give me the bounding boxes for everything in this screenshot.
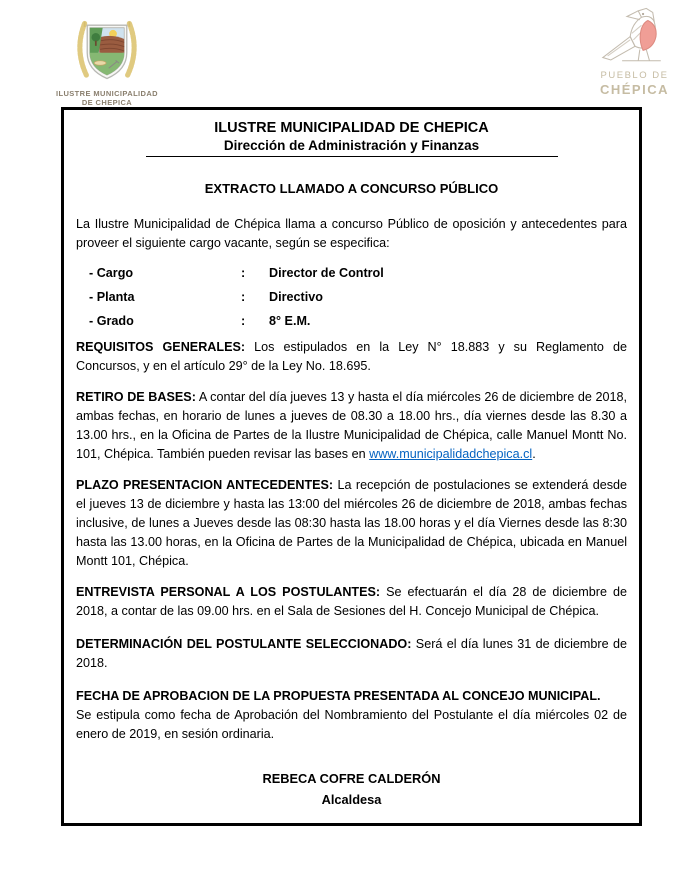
section-label: REQUISITOS GENERALES: bbox=[76, 340, 246, 354]
position-colon: : bbox=[241, 266, 246, 280]
header-divider bbox=[146, 156, 558, 157]
position-row-grado bbox=[76, 314, 627, 328]
section-text: Será el día lunes 31 de diciembre de 2018. bbox=[76, 637, 628, 670]
position-label: - Grado bbox=[89, 314, 134, 328]
document-box bbox=[61, 107, 642, 826]
bird-icon bbox=[594, 6, 676, 64]
position-value: Director de Control bbox=[269, 266, 384, 280]
municipal-crest-logo bbox=[42, 20, 172, 107]
section-text: La recepción de postulaciones se extenderá desde el jueves 13 de diciembre y hasta las 13:00 del miércoles 26 de diciembre de 2018, ambas fechas inclusive, de lunes a Jueves desde las 08:30 hasta las 18.00 horas y el día Viernes desde las 8:30 hasta las 13.00 horas, en la Oficina de Partes de la Municipalidad de Chépica, ubicada en Manuel Montt 101, Chépica. bbox=[76, 478, 628, 568]
right-logo-caption-line1: PUEBLO DE bbox=[600, 70, 669, 81]
section-text: Se efectuarán el día 28 de diciembre de 2018, a contar de las 09.00 hrs. en el Sala de Sesiones del H. Concejo Municipal de Chépica. bbox=[76, 585, 628, 618]
position-list bbox=[76, 266, 627, 328]
position-colon: : bbox=[241, 314, 246, 328]
position-label: - Planta bbox=[89, 290, 135, 304]
pueblo-de-chepica-logo bbox=[582, 6, 687, 97]
section-determinacion bbox=[76, 635, 627, 673]
signature-role: Alcaldesa bbox=[321, 792, 382, 807]
section-retiro-de-bases bbox=[76, 388, 627, 464]
section-label: DETERMINACIÓN DEL POSTULANTE SELECCIONADO: bbox=[76, 637, 412, 651]
section-requisitos-generales bbox=[76, 338, 627, 376]
section-text: Los estipulados en la Ley N° 18.883 y su Reglamento de Concursos, y en el artículo 29° de la Ley No. 18.695. bbox=[76, 340, 627, 373]
section-fecha-aprobacion bbox=[76, 687, 627, 744]
position-value: 8° E.M. bbox=[269, 314, 311, 328]
document-header-subtitle: Dirección de Administración y Finanzas bbox=[223, 138, 480, 153]
position-value: Directivo bbox=[269, 290, 323, 304]
position-colon: : bbox=[241, 290, 246, 304]
signature-block bbox=[76, 768, 627, 810]
intro-paragraph: La Ilustre Municipalidad de Chépica llama a concurso Público de oposición y antecedentes para proveer el siguiente cargo vacante, según se especifica: bbox=[76, 217, 627, 250]
section-plazo-presentacion bbox=[76, 476, 627, 571]
position-row-planta bbox=[76, 290, 627, 304]
document-header-title: ILUSTRE MUNICIPALIDAD DE CHEPICA bbox=[214, 120, 489, 136]
document-title: EXTRACTO LLAMADO A CONCURSO PÚBLICO bbox=[204, 181, 499, 196]
position-label: - Cargo bbox=[89, 266, 134, 280]
section-text-after-link: . bbox=[532, 447, 536, 461]
bases-link[interactable]: www.municipalidadchepica.cl bbox=[369, 447, 533, 461]
section-label: PLAZO PRESENTACION ANTECEDENTES: bbox=[76, 478, 334, 492]
section-text: A contar del día jueves 13 y hasta el día miércoles 26 de diciembre de 2018, ambas fechas, en horario de lunes a jueves de 08.30 a 18.00 hrs., día viernes desde las 8.30 a 13.00 hrs., en la Oficina de Partes de la Ilustre Municipalidad de Chépica, calle Manuel Montt No. 101, Chépica. También pueden revisar las bases en bbox=[76, 390, 628, 461]
section-label: ENTREVISTA PERSONAL A LOS POSTULANTES: bbox=[76, 585, 381, 599]
left-logo-caption bbox=[42, 89, 172, 107]
section-label: FECHA DE APROBACION DE LA PROPUESTA PRESENTADA AL CONCEJO MUNICIPAL. bbox=[76, 689, 601, 703]
left-logo-caption-line1: ILUSTRE MUNICIPALIDAD bbox=[55, 89, 158, 98]
position-row-cargo bbox=[76, 266, 627, 280]
section-entrevista-personal bbox=[76, 583, 627, 621]
section-label: RETIRO DE BASES: bbox=[76, 390, 196, 404]
signature-name: REBECA COFRE CALDERÓN bbox=[262, 771, 441, 786]
left-logo-caption-line2: DE CHEPICA bbox=[81, 98, 133, 107]
municipal-crest-icon bbox=[64, 20, 150, 82]
section-text: Se estipula como fecha de Aprobación del Nombramiento del Postulante el día miércoles 02 de enero de 2019, en sesión ordinaria. bbox=[76, 708, 627, 741]
right-logo-caption-line2: CHÉPICA bbox=[599, 82, 669, 97]
